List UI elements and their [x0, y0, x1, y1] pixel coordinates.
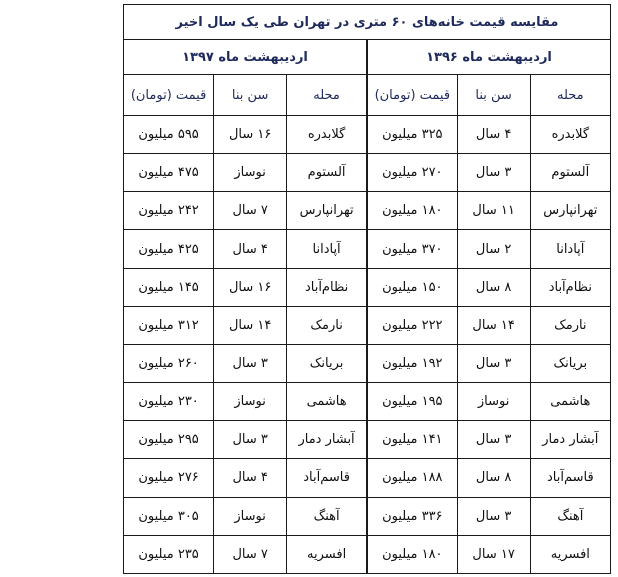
price-cell: ۱۴۱ میلیون [367, 421, 457, 459]
table-row [124, 154, 611, 192]
column-header-age: سن بنا [457, 75, 530, 116]
price-cell: ۲۴۲ میلیون [124, 192, 214, 230]
district-cell: نظام‌آباد [287, 268, 367, 306]
comparison-table-container [123, 4, 611, 574]
age-cell: ۸ سال [457, 268, 530, 306]
district-cell: بریانک [287, 344, 367, 382]
price-cell: ۱۸۸ میلیون [367, 459, 457, 497]
table-row [124, 421, 611, 459]
price-cell: ۱۸۰ میلیون [367, 535, 457, 573]
age-cell: ۴ سال [457, 116, 530, 154]
age-cell: ۴ سال [214, 459, 287, 497]
table-row [124, 497, 611, 535]
district-cell: تهرانپارس [287, 192, 367, 230]
district-cell: آهنگ [530, 497, 610, 535]
age-cell: ۳ سال [457, 497, 530, 535]
column-header-price: قیمت (تومان) [124, 75, 214, 116]
district-cell: گلابدره [287, 116, 367, 154]
district-cell: آلستوم [530, 154, 610, 192]
age-cell: ۳ سال [457, 421, 530, 459]
age-cell: ۳ سال [457, 154, 530, 192]
age-cell: ۸ سال [457, 459, 530, 497]
district-cell: نظام‌آباد [530, 268, 610, 306]
table-row [124, 459, 611, 497]
price-cell: ۳۱۲ میلیون [124, 306, 214, 344]
price-cell: ۳۲۵ میلیون [367, 116, 457, 154]
age-cell: ۱۷ سال [457, 535, 530, 573]
table-row [124, 306, 611, 344]
price-cell: ۲۷۰ میلیون [367, 154, 457, 192]
table-row [124, 535, 611, 573]
age-cell: ۱۴ سال [214, 306, 287, 344]
district-cell: افسریه [287, 535, 367, 573]
district-cell: افسریه [530, 535, 610, 573]
district-cell: قاسم‌آباد [287, 459, 367, 497]
district-cell: آبشار دمار [530, 421, 610, 459]
age-cell: ۳ سال [457, 344, 530, 382]
age-cell: ۲ سال [457, 230, 530, 268]
table-body [124, 116, 611, 574]
table-title: مقایسه قیمت خانه‌های ۶۰ متری در تهران طی یک سال اخیر [124, 5, 611, 40]
age-cell: ۱۴ سال [457, 306, 530, 344]
district-cell: هاشمی [530, 383, 610, 421]
price-cell: ۱۵۰ میلیون [367, 268, 457, 306]
price-cell: ۲۶۰ میلیون [124, 344, 214, 382]
district-cell: آلستوم [287, 154, 367, 192]
price-cell: ۱۸۰ میلیون [367, 192, 457, 230]
age-cell: ۱۶ سال [214, 268, 287, 306]
price-cell: ۳۷۰ میلیون [367, 230, 457, 268]
district-cell: آهنگ [287, 497, 367, 535]
district-cell: هاشمی [287, 383, 367, 421]
district-cell: بریانک [530, 344, 610, 382]
price-cell: ۲۷۶ میلیون [124, 459, 214, 497]
price-cell: ۴۷۵ میلیون [124, 154, 214, 192]
age-cell: نوساز [214, 154, 287, 192]
age-cell: ۷ سال [214, 535, 287, 573]
price-cell: ۲۲۲ میلیون [367, 306, 457, 344]
column-header-district: محله [530, 75, 610, 116]
district-cell: تهرانپارس [530, 192, 610, 230]
age-cell: نوساز [457, 383, 530, 421]
district-cell: قاسم‌آباد [530, 459, 610, 497]
age-cell: نوساز [214, 497, 287, 535]
price-cell: ۵۹۵ میلیون [124, 116, 214, 154]
column-header-price: قیمت (تومان) [367, 75, 457, 116]
price-cell: ۳۳۶ میلیون [367, 497, 457, 535]
district-cell: گلابدره [530, 116, 610, 154]
district-cell: آپادانا [287, 230, 367, 268]
age-cell: ۳ سال [214, 421, 287, 459]
table-row [124, 383, 611, 421]
table-row [124, 116, 611, 154]
age-cell: ۷ سال [214, 192, 287, 230]
table-row [124, 344, 611, 382]
price-cell: ۲۳۰ میلیون [124, 383, 214, 421]
column-header-age: سن بنا [214, 75, 287, 116]
price-cell: ۱۹۲ میلیون [367, 344, 457, 382]
period-header-1397: اردیبهشت ماه ۱۳۹۷ [124, 40, 368, 75]
age-cell: نوساز [214, 383, 287, 421]
price-comparison-table [123, 4, 611, 574]
age-cell: ۴ سال [214, 230, 287, 268]
age-cell: ۱۱ سال [457, 192, 530, 230]
price-cell: ۲۹۵ میلیون [124, 421, 214, 459]
district-cell: نارمک [530, 306, 610, 344]
district-cell: نارمک [287, 306, 367, 344]
price-cell: ۱۴۵ میلیون [124, 268, 214, 306]
period-header-1396: اردیبهشت ماه ۱۳۹۶ [367, 40, 610, 75]
price-cell: ۱۹۵ میلیون [367, 383, 457, 421]
column-header-district: محله [287, 75, 367, 116]
price-cell: ۳۰۵ میلیون [124, 497, 214, 535]
table-row [124, 192, 611, 230]
district-cell: آپادانا [530, 230, 610, 268]
table-row [124, 268, 611, 306]
table-row [124, 230, 611, 268]
district-cell: آبشار دمار [287, 421, 367, 459]
price-cell: ۴۲۵ میلیون [124, 230, 214, 268]
age-cell: ۳ سال [214, 344, 287, 382]
age-cell: ۱۶ سال [214, 116, 287, 154]
price-cell: ۲۳۵ میلیون [124, 535, 214, 573]
